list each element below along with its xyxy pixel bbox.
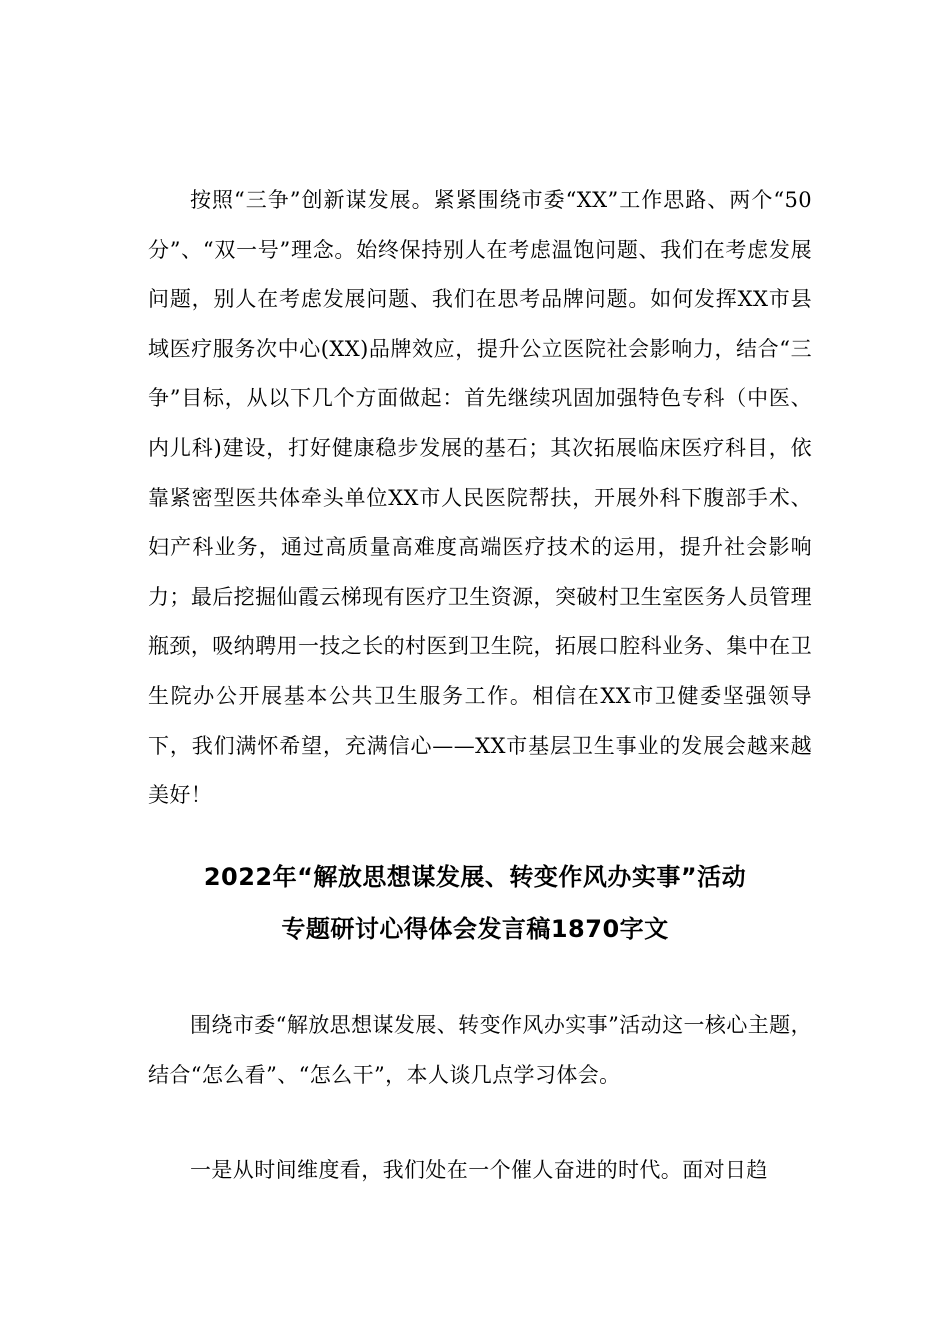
article-title [110,851,840,955]
title-line-1: 2022年“解放思想谋发展、转变作风办实事”活动 [203,863,747,891]
title-line-2: 专题研讨心得体会发言稿1870字文 [281,915,669,943]
intro-paragraph: 围绕市委“解放思想谋发展、转变作风办实事”活动这一核心主题，结合“怎么看”、“怎么干”，本人谈几点学习体会。 [148,1013,812,1087]
body-paragraph: 按照“三争”创新谋发展。紧紧围绕市委“XX”工作思路、两个“50分”、“双一号”理念。始终保持别人在考虑温饱问题、我们在考虑发展问题，别人在考虑发展问题、我们在思考品牌问题。如何发挥XX市县域医疗服务次中心(XX)品牌效应，提升公立医院社会影响力，结合“三争”目标，从以下几个方面做起：首先继续巩固加强特色专科（中医、内儿科)建设，打好健康稳步发展的基石；其次拓展临床医疗科目，依靠紧密型医共体牵头单位XX市人民医院帮扶，开展外科下腹部手术、妇产科业务，通过高质量高难度高端医疗技术的运用，提升社会影响力；最后挖掘仙霞云梯现有医疗卫生资源，突破村卫生室医务人员管理瓶颈，吸纳聘用一技之长的村医到卫生院，拓展口腔科业务、集中在卫生院办公开展基本公共卫生服务工作。相信在XX市卫健委坚强领导下，我们满怀希望，充满信心——XX市基层卫生事业的发展会越来越美好！ [148,188,812,808]
body-paragraph-continued: 一是从时间维度看，我们处在一个催人奋进的时代。面对日趋 [190,1158,768,1182]
